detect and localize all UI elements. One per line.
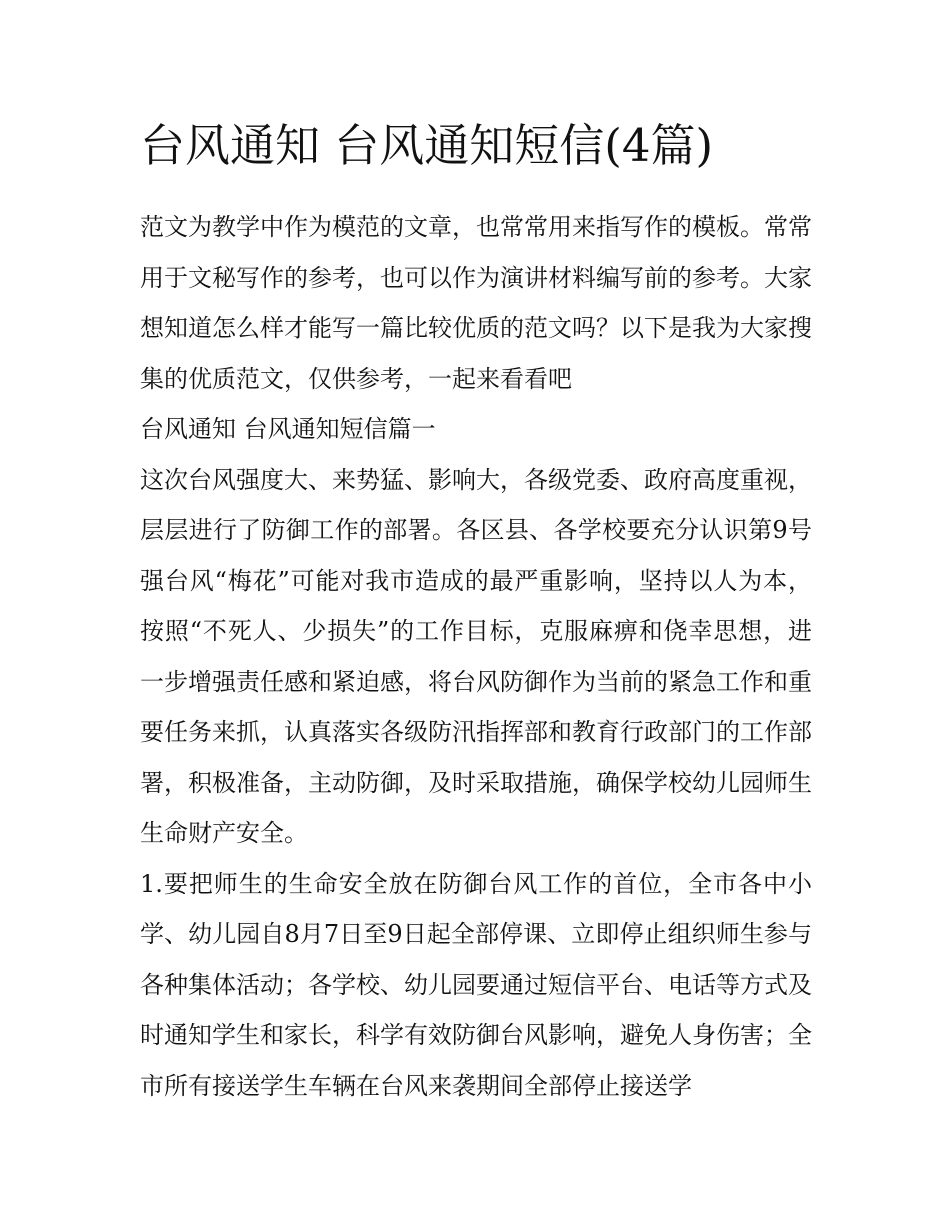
section-heading: 台风通知 台风通知短信篇一 [140,415,436,443]
body-paragraph-1: 这次台风强度大、来势猛、影响大，各级党委、政府高度重视，层层进行了防御工作的部署。各区县、各学校要充分认识第9号强台风“梅花”可能对我市造成的最严重影响，坚持以人为本，按照“不死人、少损失”的工作目标，克服麻痹和侥幸思想，进一步增强责任感和紧迫感，将台风防御作为当前的紧急工作和重要任务来抓，认真落实各级防汛指挥部和教育行政部门的工作部署，积极准备，主动防御，及时采取措施，确保学校幼儿园师生生命财产安全。 [140,465,812,847]
document-title: 台风通知 台风通知短信(4篇) [140,119,714,172]
document-page [140,112,812,1111]
body-paragraph-2: 1.要把师生的生命安全放在防御台风工作的首位，全市各中小学、幼儿园自8月7日至9日起全部停课、立即停止组织师生参与各种集体活动；各学校、幼儿园要通过短信平台、电话等方式及时通知学生和家长，科学有效防御台风影响，避免人身伤害；全市所有接送学生车辆在台风来袭期间全部停止接送学 [140,869,812,1100]
intro-paragraph: 范文为教学中作为模范的文章，也常常用来指写作的模板。常常用于文秘写作的参考，也可以作为演讲材料编写前的参考。大家想知道怎么样才能写一篇比较优质的范文吗？以下是我为大家搜集的优质范文，仅供参考，一起来看看吧 [140,213,812,393]
